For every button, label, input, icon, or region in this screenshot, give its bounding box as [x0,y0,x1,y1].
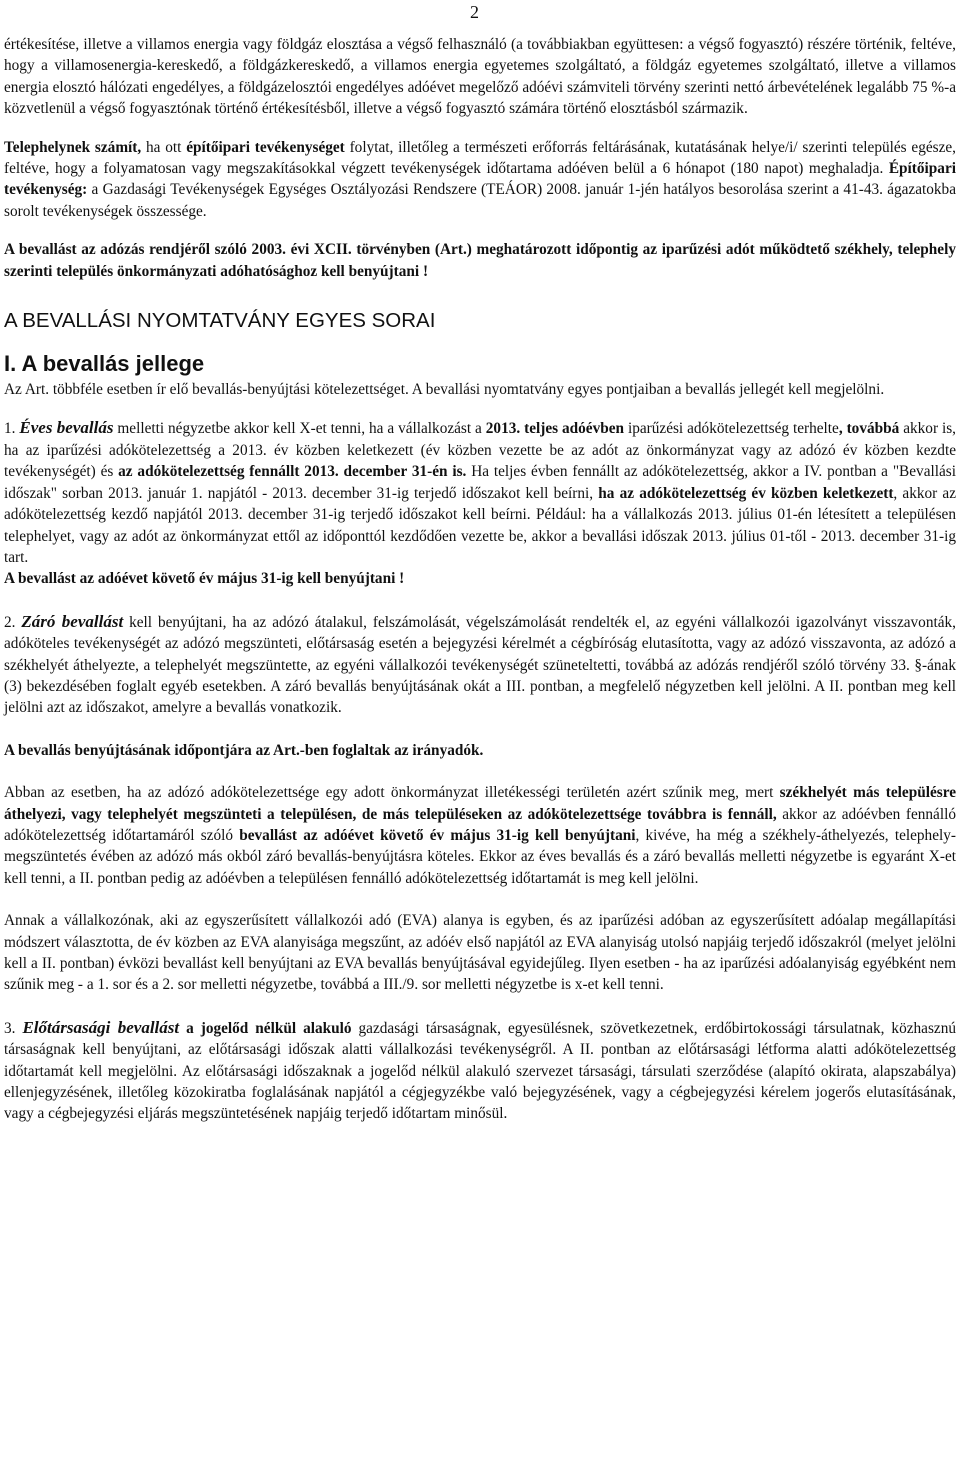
text-span: kell benyújtani, ha az adózó átalakul, felszámolását, végelszámolását rendelték el, az egyéni vállalkozói igazolványt visszavonták, adóköteles tevékenységét az adózó megszünteti, előtársaság esetén a bejegyzési kérelmét a cégbíróság elutasította, vagy az adózó visszavonta, az adózó a székhelyét áthelyezte, a telephelyét megszüntette, az egyéni vállalkozói tevékenységét szüneteltetti, továbbá az adózás rendjéről szóló törvény 33. §-ának (3) bekezdésében foglalt egyéb esetekben. A záró bevallás benyújtásának okát a III. pontban, a megfelelő négyzetben kell jelölni. A II. pontban meg kell jelölni azt az időszakot, amelyre a bevallás vonatkozik. [4,613,956,717]
text-span: akkor is, ha az iparűzési adókötelezettség a 2013. év közben keletkezett (év közben vezette be az adót az önkormányzat vagy az adózó év közben kezdte tevékenységét) és [4,420,956,481]
paragraph-intro: értékesítése, illetve a villamos energia vagy földgáz elosztása a végső felhasználó (a továbbiakban együttesen: a végső fogyasztó) részére történik, feltéve, hogy a villamosenergia-kereskedő, a földgázkereskedő, a villamos energia egyetemes szolgáltató, a földgáz egyetemes szolgáltató, illetve a villamos energia elosztó hálózati engedélyes, a földgázelosztói engedélyes adóévet megelőző adóévi számviteli törvény szerinti nettó árbevételének legalább 75 %-a közvetlenül a végső fogyasztónak történő értékesítésből, illetve a végső fogyasztó számára történő elosztásból származik. [4,36,956,118]
item-title: Éves bevallás [19,418,114,438]
item-eves-bevallas [4,417,956,589]
paragraph-telephely [4,137,956,223]
subsection-heading: I. A bevallás jellege [4,351,205,377]
paragraph-eva: Annak a vállalkozónak, aki az egyszerűsített vállalkozói adó (EVA) alanya is egyben, és az iparűzési adóban az egyszerűsített adóalap megállapítási módszert választotta, de év közben az EVA alanyisága megszűnt, az adóév első napjától az EVA alanyiság utolsó napjáig terjedő időszakról (melyet jelölni kell a II. pontban) évközi bevallást kell benyújtani az EVA bevallás benyújtásával egyidejűleg. Ilyen esetben - ha az iparűzési adóalanyiság egyébként nem szűnik meg - a 1. sor és a 2. sor melletti négyzetbe, továbbá a III./9. sor melletti négyzetbe is x-et kell tenni. [4,912,956,994]
term-epitoipari: építőipari tevékenységet [186,138,345,156]
item-number: 3. [4,1019,23,1037]
bold-span: ha az adókötelezettség év közben keletkezett [598,484,894,502]
item-elotarsasagi-bevallas [4,1017,956,1125]
text-span: melletti négyzetbe akkor kell X-et tenni, ha a vállalkozást a [113,420,486,438]
text-span: iparűzési adókötelezettség terhelte [624,420,839,438]
page-number: 2 [470,2,479,22]
bold-span: 2013. teljes adóévben [485,420,625,438]
bold-span: bevallást az adóévet követő év május 31-ig kell benyújtani [239,826,636,844]
bold-span: székhelyét más településre áthelyezi, vagy telephelyét megszünteti a településen, de más településeken az adókötelezettsége továbbra is fennáll, [4,784,957,823]
bold-span: , továbbá [838,420,900,438]
paragraph-szekhely-athelyezes [4,782,956,889]
paragraph-benyujtas-idopont [4,740,956,761]
text-span: a Gazdasági Tevékenységek Egységes Osztályozási Rendszere (TEÁOR) 2008. január 1-jén hatályos besorolása szerint a 41-43. ágazatokba sorolt tevékenységek összessége. [4,181,956,220]
deadline-notice-text: A bevallást az adózás rendjéről szóló 2003. évi XCII. törvényben (Art.) meghatározott időpontig az iparűzési adót működtető székhely, telephely szerinti település önkormányzati adóhatósághoz kell benyújtani ! [4,241,956,280]
text-span: folytat, illetőleg a természeti erőforrás feltárásának, kutatásának helye/i/ szerinti település egésze, feltéve, hogy a folyamatosan vagy megszakításokkal végzett tevékenységek időtartama adóéven belül a 6 hónapot (180 napot) meghaladja. [4,138,956,178]
text-span: Ha teljes évben fennállt az adókötelezettség, akkor a IV. pontban a "Bevallási időszak" sorban 2013. január 1. napjától - 2013. december 31-ig terjedő időszakot kell beírni, [4,463,956,502]
text-span: Abban az esetben, ha az adózó adókötelezettsége egy adott önkormányzat illetékességi területén azért szűnik meg, mert [4,784,780,802]
bold-span: az adókötelezettség fennállt 2013. december 31-én is. [118,463,467,481]
paragraph-deadline-notice [4,239,956,282]
text-span: , kivéve, ha még a székhely-áthelyezés, telephely-megszüntetés évében az adózó más okból záró bevallás-benyújtásra köteles. Ekkor az éves bevallás és a záró bevallás melletti négyzetbe is egyaránt X-et kell tenni, a II. pontban pedig az adóévben a településen fennálló adókötelezettség időtartamát is meg kell jelölni. [4,826,956,887]
text-span: gazdasági társaságnak, egyesülésnek, szövetkezetnek, erdőbirtokossági társulatnak, közhasznú társaságnak kell benyújtani, az előtársasági időszak alatti vállalkozási tevékenységről. A II. pontban az előtársasági létforma alatti adókötelezettség időtartamát kell megjelölni. Az előtársasági időszaknak a jogelőd nélkül alakuló szervezet társasági, társulati szerződése (alapító okirata, alapszabálya) ellenjegyzésének, illetőleg közokiratba foglalásának napjától a cégjegyzékbe való bejegyzésének, vagy a cégbejegyzési kérelem jogerős elutasításának, vagy a cégbejegyzési eljárás megszüntetésének napjáig terjedő időtartam minősül. [4,1019,956,1123]
item-zaro-bevallas [4,611,956,719]
paragraph-bevallas-jellege: Az Art. többféle esetben ír elő bevallás-benyújtási kötelezettséget. A bevallási nyomtatvány egyes pontjaiban a bevallás jellegét kell megjelölni. [4,381,885,399]
item-title: Záró bevallást [21,611,124,631]
term-epitoipari-tevekenyseg: Építőipari tevékenység: [4,160,956,199]
text-span: ha ott [141,138,187,156]
item-title: Előtársasági bevallást [22,1017,180,1037]
text-span: , akkor az adókötelezettség kezdő napjától 2013. december 31-ig terjedő időszakot kell beírni. Például: ha a vállalkozás 2013. július 01-én létesített a településen telephelyet, vagy az adót az önkormányzat ettől az időponttól kezdődően vezette be, akkor a bevallási időszak 2013. július 01-től - 2013. december 31-ig tart. [4,484,956,566]
section-heading: A BEVALLÁSI NYOMTATVÁNY EGYES SORAI [4,309,436,333]
bold-span: A bevallás benyújtásának időpontjára az Art.-ben foglaltak az irányadók. [4,741,484,759]
text-span: akkor az adóévben fennálló adókötelezettség időtartamáról szóló [4,805,956,844]
term-telephely: Telephelynek számít, [4,138,142,156]
bold-span: a jogelőd nélkül alakuló [179,1019,352,1037]
item-number: 1. [4,420,20,438]
bold-span: A bevallást az adóévet követő év május 31-ig kell benyújtani ! [4,570,405,588]
item-number: 2. [4,613,22,631]
